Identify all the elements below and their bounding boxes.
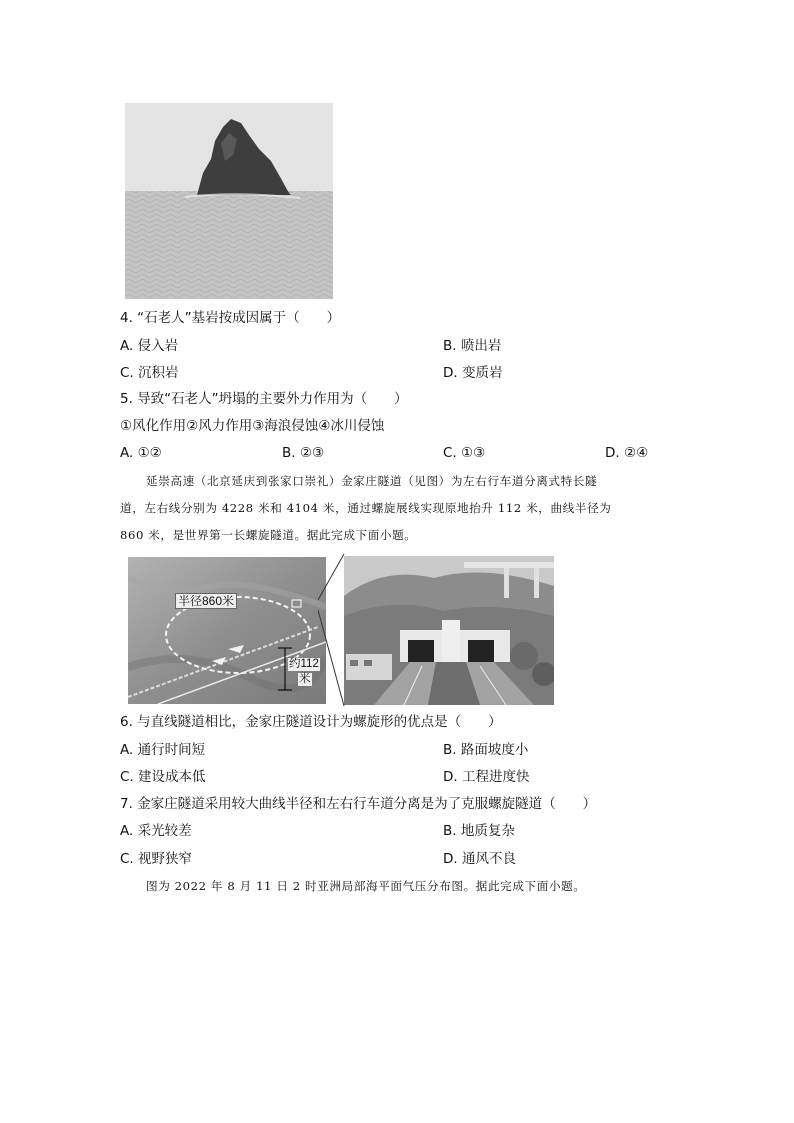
q4-option-c: C. 沉积岩 [120, 365, 179, 381]
radius-label: 半径860米 [175, 593, 237, 609]
q4-option-a: A. 侵入岩 [120, 338, 179, 354]
question-5-items: ①风化作用②风力作用③海浪侵蚀④冰川侵蚀 [120, 418, 385, 434]
question-7-stem: 7. 金家庄隧道采用较大曲线半径和左右行车道分离是为了克服螺旋隧道（ ） [120, 796, 597, 812]
tunnel-spiral-illustration [128, 557, 326, 704]
question-5-stem: 5. 导致“石老人”坍塌的主要外力作用为（ ） [120, 391, 408, 407]
q6-option-b: B. 路面坡度小 [443, 742, 529, 758]
tunnel-portal-illustration [344, 556, 554, 705]
q5-option-a: A. ①② [120, 445, 162, 461]
q7-option-b: B. 地质复杂 [443, 823, 515, 839]
q6-option-c: C. 建设成本低 [120, 769, 206, 785]
sea-stack-photo [125, 103, 333, 299]
q6-option-d: D. 工程进度快 [443, 769, 530, 785]
rise-label-unit: 米 [299, 673, 311, 685]
tunnel-passage-line-3: 860 米，是世界第一长螺旋隧道。据此完成下面小题。 [120, 528, 417, 542]
q5-option-c: C. ①③ [443, 445, 486, 461]
rise-label-value: 约112 [289, 658, 319, 670]
q6-option-a: A. 通行时间短 [120, 742, 206, 758]
q7-option-c: C. 视野狭窄 [120, 851, 193, 867]
q5-option-b: B. ②③ [282, 445, 325, 461]
pressure-passage-line-1: 图为 2022 年 8 月 11 日 2 时亚洲局部海平面气压分布图。据此完成下面小题。 [146, 879, 586, 893]
tunnel-portal-photo [344, 556, 554, 705]
sea-stack-illustration [125, 103, 333, 299]
tunnel-passage-line-2: 道，左右线分别为 4228 米和 4104 米，通过螺旋展线实现原地抬升 112 米，曲线半径为 [120, 501, 612, 515]
tunnel-passage-line-1: 延崇高速（北京延庆到张家口崇礼）金家庄隧道（见图）为左右行车道分离式特长隧 [146, 474, 598, 488]
q4-option-d: D. 变质岩 [443, 365, 503, 381]
tunnel-aerial-diagram [128, 557, 326, 704]
question-4-stem: 4. “石老人”基岩按成因属于（ ） [120, 310, 341, 326]
q7-option-a: A. 采光较差 [120, 823, 192, 839]
q4-option-b: B. 喷出岩 [443, 338, 502, 354]
q7-option-d: D. 通风不良 [443, 851, 516, 867]
q5-option-d: D. ②④ [605, 445, 649, 461]
question-6-stem: 6. 与直线隧道相比，金家庄隧道设计为螺旋形的优点是（ ） [120, 714, 502, 730]
